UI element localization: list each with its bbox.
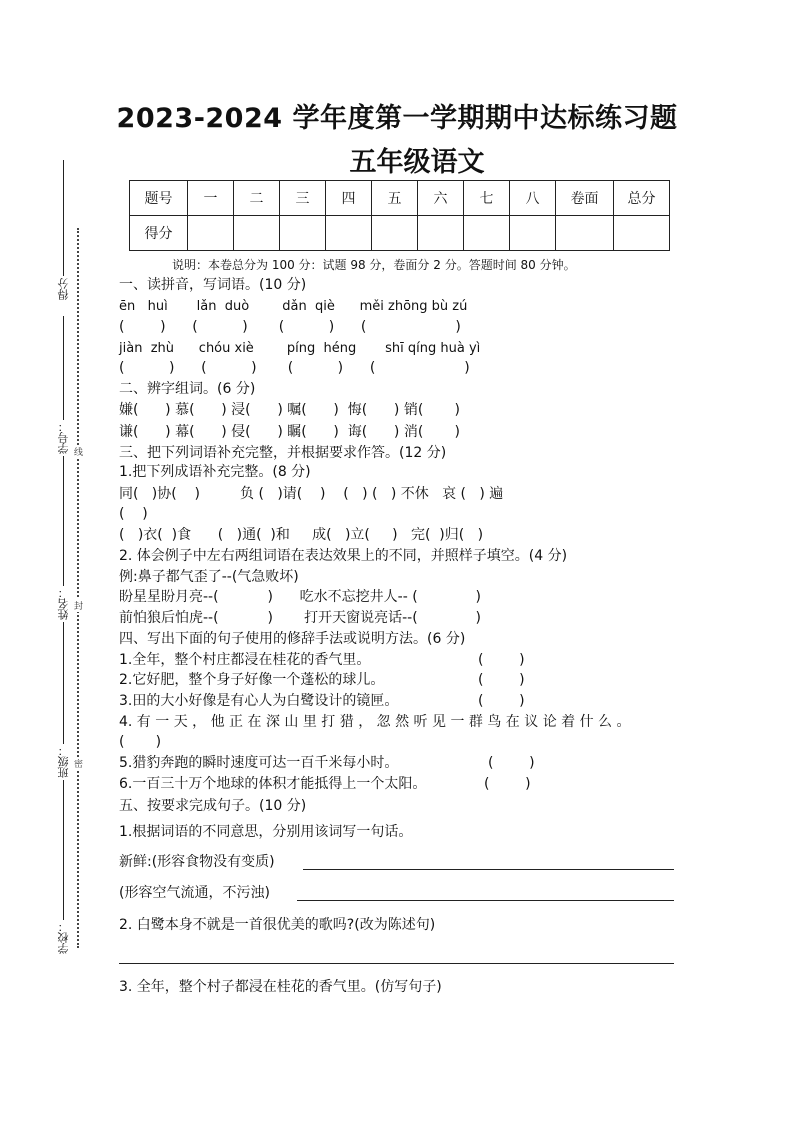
score-cell[interactable] [510,216,556,251]
exam-note: 说明：本卷总分为 100 分：试题 98 分，卷面分 2 分。答题时间 80 分钟。 [172,258,576,272]
question-text: 2. 体会例子中左右两组词语在表达效果上的不同，并照样子填空。(4 分) [119,548,568,564]
binding-dotted-line [77,228,79,948]
score-table-header-cell: 一 [188,181,234,216]
score-cell[interactable] [234,216,280,251]
question-text: 新鲜:(形容食物没有变质) [119,854,275,870]
idiom-row[interactable]: 同( )协( ) 负 ( )请( ) ( ) ( ) 不休 哀 ( ) 遍 [119,486,504,502]
score-table-header-cell: 总分 [614,181,670,216]
score-cell[interactable] [614,216,670,251]
section2-heading: 二、辨字组词。(6 分) [119,381,256,397]
sentence: 5.猎豹奔跑的瞬时速度可达一百千米每小时。 [119,755,399,771]
binding-seal-mark: 封 [74,599,83,612]
sentence: 2.它好肥，整个身子好像一个蓬松的球儿。 [119,672,385,688]
question-text: 1.把下列成语补充完整。(8 分) [119,464,311,480]
score-table [129,180,670,251]
section1-heading: 一、读拼音，写词语。(10 分) [119,277,307,293]
answer-brackets[interactable]: ( ) ( ) ( ) ( ) [119,319,461,335]
section4-heading: 四、写出下面的句子使用的修辞手法或说明方法。(6 分) [119,631,466,647]
score-table-header-cell: 卷面 [556,181,614,216]
score-table-row-label: 得分 [130,216,188,251]
fill-row[interactable]: 盼星星盼月亮--( ) 吃水不忘挖井人-- ( ) [119,589,482,605]
binding-class-label: 班级： [57,745,70,778]
answer-blank[interactable]: ( ) [478,652,525,668]
score-table-header-row [130,181,670,216]
answer-blank[interactable]: ( ) [488,755,535,771]
question-text: 3. 全年，整个村子都浸在桂花的香气里。(仿写句子) [119,979,442,995]
answer-blank[interactable]: ( ) [119,734,162,750]
word-group-row[interactable]: 谦( ) 幕( ) 侵( ) 瞩( ) 诲( ) 消( ) [119,424,460,440]
score-table-header-cell: 七 [464,181,510,216]
question-text: 2. 白鹭本身不就是一首很优美的歌吗?(改为陈述句) [119,917,436,933]
score-cell[interactable] [464,216,510,251]
score-cell[interactable] [556,216,614,251]
idiom-row-wrap[interactable]: ( ) [119,506,148,522]
score-cell[interactable] [326,216,372,251]
section5-heading: 五、按要求完成句子。(10 分) [119,798,307,814]
section3-heading: 三、把下列词语补充完整，并根据要求作答。(12 分) [119,445,447,461]
score-table-header-cell: 五 [372,181,418,216]
page-title: 2023-2024 学年度第一学期期中达标练习题 [116,103,678,134]
score-cell[interactable] [188,216,234,251]
sentence: 6.一百三十万个地球的体积才能抵得上一个太阳。 [119,776,427,792]
word-group-row[interactable]: 嫌( ) 慕( ) 浸( ) 嘱( ) 悔( ) 销( ) [119,402,460,418]
binding-line-mark: 线 [74,445,83,458]
pinyin-row: ēn huì lǎn duò dǎn qiè měi zhōng bù zú [119,299,468,314]
score-table-header-cell: 四 [326,181,372,216]
answer-blank[interactable]: ( ) [478,672,525,688]
answer-line[interactable] [297,900,674,901]
sentence: 3.田的大小好像是有心人为白鹭设计的镜匣。 [119,693,399,709]
question-text: (形容空气流通，不污浊) [119,885,270,901]
sentence: 1.全年，整个村庄都浸在桂花的香气里。 [119,652,371,668]
score-table-header-cell: 六 [418,181,464,216]
answer-line[interactable] [303,869,674,870]
question-text: 1.根据词语的不同意思，分别用该词写一句话。 [119,824,413,840]
score-cell[interactable] [280,216,326,251]
example-text: 例:鼻子都气歪了--(气急败坏) [119,569,299,585]
binding-student-no-label: 学号： [57,421,70,454]
sentence: 4. 有 一 天 ， 他 正 在 深 山 里 打 猎 ， 忽 然 听 见 一 群 鸟 在 议 论 着 什 么 。 [119,714,631,730]
binding-name-label: 姓名： [57,587,70,620]
score-cell[interactable] [418,216,464,251]
binding-secret-mark: 密 [74,757,83,770]
idiom-row[interactable]: ( )衣( )食 ( )通( )和 成( )立( ) 完( )归( ) [119,527,484,543]
answer-line[interactable] [119,963,674,964]
answer-blank[interactable]: ( ) [484,776,531,792]
binding-score-label: 得分 [57,278,70,300]
score-table-score-row [130,216,670,251]
score-table-header-cell: 题号 [130,181,188,216]
score-table-header-cell: 二 [234,181,280,216]
score-cell[interactable] [372,216,418,251]
fill-row[interactable]: 前怕狼后怕虎--( ) 打开天窗说亮话--( ) [119,610,482,626]
answer-blank[interactable]: ( ) [478,693,525,709]
binding-school-label: 学校： [57,921,70,954]
answer-brackets[interactable]: ( ) ( ) ( ) ( ) [119,360,470,376]
page-subtitle: 五年级语文 [349,147,485,178]
pinyin-row: jiàn zhù chóu xiè píng héng shī qíng huà yì [119,341,481,356]
score-table-header-cell: 八 [510,181,556,216]
score-table-header-cell: 三 [280,181,326,216]
